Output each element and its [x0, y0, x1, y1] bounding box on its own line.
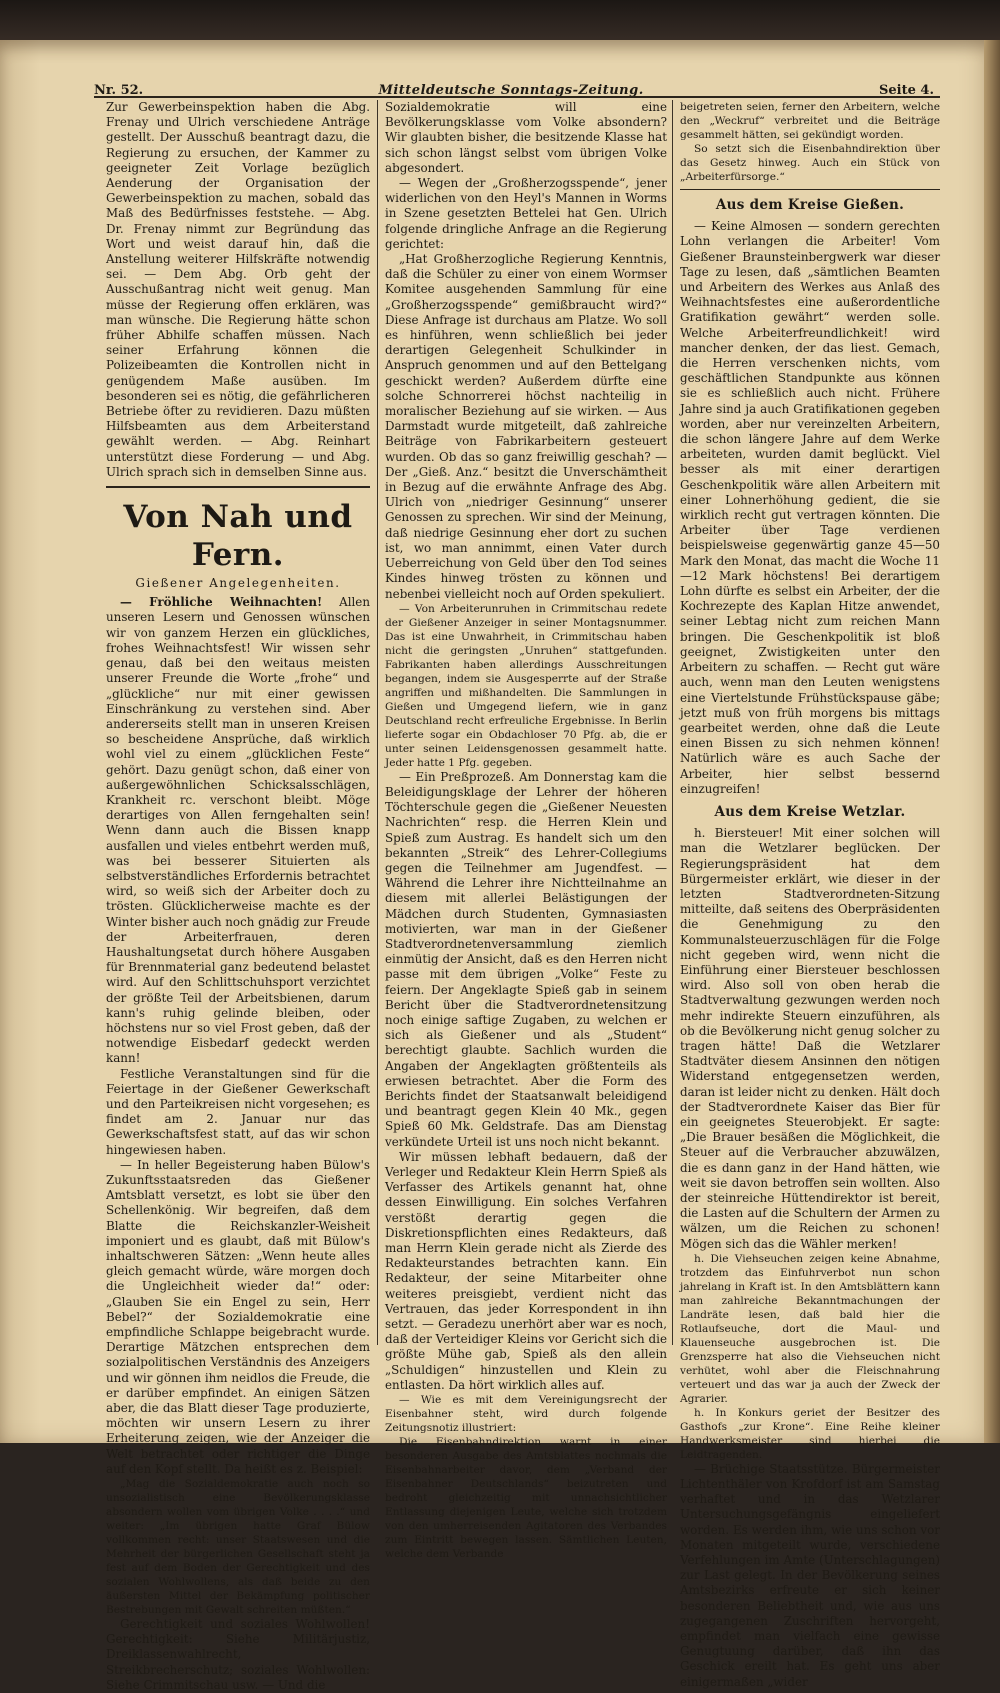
- issue-number: Nr. 52.: [94, 83, 144, 98]
- article-eisenbahner: — Wie es mit dem Vereinigungsrecht der Eisenbahner steht, wird durch folgende Zeitungsnotiz illustriert:: [385, 1394, 667, 1435]
- article-gerechtigkeit: Gerechtigkeit und soziales Wohlwollen! Gerechtigkeit: Siehe Militärjustiz, Dreiklassenwahlrecht, Streikbrecherschutz; soziales Wohlwollen: Siehe Crimmitschau usw. — Und die: [106, 1617, 370, 1692]
- column-divider-2: [672, 100, 673, 1345]
- column-1: [106, 100, 371, 1692]
- article-absondern: Sozialdemokratie will eine Bevölkerungsklasse vom Volke absondern? Wir glaubten bisher, die besitzende Klasse hat sich schon längst selbst vom übrigen Volke abgesondert.: [385, 100, 667, 175]
- column-2: [385, 100, 667, 1561]
- page-gutter-shadow: [0, 40, 40, 1443]
- article-buelow: — In heller Begeisterung haben Bülow's Zukunftsstaatsreden das Gießener Amtsblatt versetzt, es lobt sie über den Schellenkönig. Wir begreifen, daß dem Blatte die Reichskanzler-Weisheit imponiert und es glaubt, daß mit Bülow's inhaltschweren Sätzen: „Wenn heute alles gleich gemacht würde, wäre morgen doch die Ungleichheit wieder da!“ oder: „Glauben Sie ein Engel zu sein, Herr Bebel?“ der Sozialdemokratie eine empfindliche Schlappe beigebracht wurde. Derartige Mätzchen entsprechen dem sozialpolitischen Verständnis des Anzeigers und wir gönnen ihm neidlos die Freude, die er darüber empfindet. An einigen Sätzen aber, die das Blatt dieser Tage produzierte, möchten wir unsern Lesern zu ihrer Erheiterung zeigen, wie der Anzeiger die Welt betrachtet oder richtiger die Dinge auf den Kopf stellt. Da heißt es z. Beispiel:: [106, 1157, 370, 1476]
- page-edge: [984, 40, 1000, 1443]
- column-3: [680, 100, 940, 1689]
- section-rule: [106, 486, 370, 488]
- article-viehseuchen: h. Die Viehseuchen zeigen keine Abnahme, trotzdem das Einfuhrverbot nun schon jahrelang in Kraft ist. In den Amtsblättern kann man zahlreiche Bekanntmachungen der Landräte lesen, daß bald hier die Rotlaufseuche, dort die Maul- und Klauenseuche ausgebrochen ist. Die Grenzsperre hat also die Viehseuchen nicht verhütet, wohl aber die Fleischnahrung verteuert und das war ja auch der Zweck der Agrarier.: [680, 1252, 940, 1405]
- heading-kreis-giessen: Aus dem Kreise Gießen.: [715, 197, 905, 213]
- article-almosen: — Keine Almosen — sondern gerechten Lohn verlangen die Arbeiter! Vom Gießener Braunsteinbergwerk war dieser Tage zu lesen, daß „sämtlichen Beamten und Arbeitern des Werkes aus Anlaß des Weihnachtsfestes eine außerordentliche Gratifikation gewährt“ werden solle. Welche Arbeiterfreundlichkeit! wird mancher denken, der das liest. Gemach, die Herren verschenken nichts, vom geschäftlichen Standpunkte aus können sie es schließlich auch nicht. Frühere Jahre sind ja auch Gratifikationen gegeben worden, aber nur vereinzelten Arbeitern, die schon längere Jahre auf dem Werke arbeiteten, wurden damit beglückt. Viel besser als mit einer derartigen Geschenkpolitik wäre allen Arbeitern mit einer Lohnerhöhung gedient, die sie wirklich recht gut vertragen könnten. Die Arbeiter über Tage verdienen beispielsweise gegenwärtig ganze 45—50 Mark den Monat, das macht die Woche 11—12 Mark höchstens! Bei derartigem Lohn dürfte es selbst ein Arbeiter, der die Kochrezepte des Kaplan Hitze anwendet, seiner Lebtag nicht zum reichen Mann bringen. Die Geschenkpolitik ist bloß geeignet, Zwistigkeiten unter den Arbeitern zu schaffen. — Recht gut wäre auch, wenn man den Leuten wenigstens eine Viertelstunde Frühstückspause gäbe; jetzt muß von früh morgens bis mittags gearbeitet werden, ohne daß die Leute einen Bissen zu sich nehmen können! Natürlich wäre es auch Sache der Arbeiter, hier selbst bessernd einzugreifen!: [680, 219, 940, 796]
- newspaper-title: Mitteldeutsche Sonntags-Zeitung.: [378, 83, 644, 98]
- article-weihnachten-text: Allen unseren Lesern und Genossen wünschen wir von ganzem Herzen ein glückliches, frohes Weihnachtsfest! Wir wissen sehr genau, daß bei den weitaus meisten unserer Freunde die Worte „frohe“ und „glückliche“ nur mit einer gewissen Einschränkung zu verstehen sind. Aber andererseits stellt man in unseren Kreisen so bescheidene Ansprüche, daß wirklich wohl viel zu einem „glücklichen Feste“ gehört. Dazu genügt schon, daß einer von außergewöhnlichen Schicksalsschlägen, Krankheit rc. verschont bleibt. Möge derartiges von Allen ferngehalten sein! Wenn dann auch die Bissen knapp ausfallen und vieles entbehrt werden muß, was bei besserer Situierten als selbstverständliches Erfordernis betrachtet wird, so weiß sich der Arbeiter doch zu trösten. Glücklicherweise machte es der Winter bisher auch noch gnädig zur Freude der Arbeiterfrauen, deren Haushaltungsetat durch höhere Ausgaben für Brennmaterial ganz bedeutend belastet wird. Auf den Schlittschuhsport verzichtet der größte Teil der Arbeitsbienen, darum kann's ruhig gelinde bleiben, oder höchstens nur so viel Frost geben, daß der notwendige Eisbedarf gedeckt werden kann!: [106, 595, 371, 1066]
- column-divider-1: [377, 100, 378, 1345]
- article-weihnachten: [106, 595, 370, 1066]
- article-grossherzogsspende: — Wegen der „Großherzogsspende“, jener widerlichen von den Heyl's Mannen in Worms in Szene gesetzten Bettelei hat Gen. Ulrich folgende dringliche Anfrage an die Regierung gerichtet:: [385, 176, 667, 251]
- article-arbeiterunruhen: — Von Arbeiterunruhen in Crimmitschau redete der Gießener Anzeiger in seiner Montagsnummer. Das ist eine Unwahrheit, in Crimmitschau haben nicht die geringsten „Unruhen“ stattgefunden. Fabrikanten haben allerdings Ausschreitungen begangen, indem sie Ausgesperrte auf der Straße angriffen und mißhandelten. Die Sammlungen in Gießen und Umgegend liefern, wie in ganz Deutschland recht erfreuliche Ergebnisse. In Berlin lieferte sogar ein Obdachloser 70 Pfg. ab, die er unter seinen Leidensgenossen gesammelt hatte. Jeder hatte 1 Pfg. gegeben.: [385, 602, 667, 769]
- article-pressprozess: — Ein Preßprozeß. Am Donnerstag kam die Beleidigungsklage der Lehrer der höheren Töchterschule gegen die „Gießener Neuesten Nachrichten“ resp. die Herren Klein und Spieß zum Austrag. Es handelt sich um den bekannten „Streik“ des Lehrer-Collegiums gegen die Teilnehmer am Jugendfest. — Während die Lehrer ihre Nichtteilnahme an diesem mit allerlei Belästigungen der Mädchen durch Studenten, Gymnasiasten motivierten, war man in der Gießener Stadtverordnetenversammlung ziemlich einmütig der Ansicht, daß es den Herren nicht passe mit dem übrigen „Volke“ Feste zu feiern. Der Angeklagte Spieß gab in seinem Bericht über die Stadtverordnetensitzung noch einige saftige Zugaben, zu welchen er sich als Gießener und als „Student“ berechtigt glaubte. Sachlich wurden die Angaben der Angeklagten größtenteils als erwiesen betrachtet. Aber die Form des Berichts findet der Staatsanwalt beleidigend und beantragt gegen Klein 40 Mk., gegen Spieß 60 Mk. Geldstrafe. Das am Dienstag verkündete Urteil ist uns noch nicht bekannt.: [385, 769, 667, 1149]
- running-head: [94, 76, 934, 98]
- notice-gekuendigt: beigetreten seien, ferner den Arbeitern, welche den „Weckruf“ verbreitet und die Beiträge gesammelt hätten, sei gekündigt worden.: [680, 101, 940, 141]
- article-arbeiterfuersorge: So setzt sich die Eisenbahndirektion über das Gesetz hinweg. Auch ein Stück von „Arbeiterfürsorge.“: [680, 143, 940, 183]
- page-number: Seite 4.: [879, 83, 934, 98]
- article-redakteur: Wir müssen lebhaft bedauern, daß der Verleger und Redakteur Klein Herrn Spieß als Verfasser des Artikels genannt hat, ohne dessen Einwilligung. Ein solches Verfahren verstößt derartig gegen die Diskretionspflichten eines Redakteurs, daß man Herrn Klein gerade nicht als Zierde des Redakteurstandes betrachten kann. Ein Redakteur, der seine Mitarbeiter ohne weiteres preisgiebt, verdient nicht das Vertrauen, das jeder Korrespondent in ihn setzt. — Geradezu unerhört aber war es noch, daß der Verteidiger Kleins vor Gericht sich die größte Mühe gab, Spieß als den allein „Schuldigen“ hinzustellen und Klein zu entlasten. Da hört wirklich alles auf.: [385, 1149, 667, 1392]
- article-konkurs: h. In Konkurs geriet der Besitzer des Gasthofs „zur Krone“. Eine Reihe kleiner Handwerksmeister sind hierbei die Leidtragenden.: [680, 1406, 940, 1461]
- article-biersteuer: h. Biersteuer! Mit einer solchen will man die Wetzlarer beglücken. Der Regierungspräsident hat dem Bürgermeister erklärt, wie dieser in der letzten Stadtverordneten-Sitzung mitteilte, daß seitens des Oberpräsidenten die Genehmigung zu den Kommunalsteuerzuschlägen für die Folge nicht gegeben wird, wenn nicht die Einführung einer Biersteuer beschlossen wird. Also soll von oben herab die Stadtverwaltung gezwungen werden noch mehr indirekte Steuern einzuführen, als ob die Bevölkerung nicht genug solcher zu tragen hätte! Daß die Wetzlarer Stadtväter diesem Ansinnen den nötigen Widerstand entgegensetzen werden, daran ist leider nicht zu denken. Hält doch der Stadtverordnete Kaiser das Bier für ein geeignetes Steuerobjekt. Er sagte: „Die Brauer besäßen die Möglichkeit, die Steuer auf die Verbraucher abzuwälzen, die es dann ganz in der Hand hätten, wie weit sie davon betroffen sein wollten. Also der steinreiche Hüttendirektor ist bereit, die Lasten auf die Schultern der Armen zu wälzen, um die Reichen zu schonen! Mögen sich das die Wähler merken!: [680, 826, 940, 1251]
- article-veranstaltungen: Festliche Veranstaltungen sind für die Feiertage in der Gießener Gewerkschaft und den Parteikreisen nicht vorgesehen; es findet am 2. Januar nur das Gewerkschaftsfest statt, auf das wir schon hingewiesen haben.: [106, 1066, 370, 1157]
- article-gewerbeinspektion: Zur Gewerbeinspektion haben die Abg. Frenay und Ulrich verschiedene Anträge gestellt. Der Ausschuß beantragt dazu, die Regierung zu ersuchen, der Kammer zu geeigneter Zeit Vorlage bezüglich Aenderung der Organisation der Gewerbeinspektion zu machen, sobald das Maß des Bedürfnisses feststehe. — Abg. Dr. Frenay nimmt zur Begründung das Wort und weist darauf hin, daß die Anstellung weiterer Hilfskräfte notwendig sei. — Dem Abg. Orb geht der Ausschußantrag nicht weit genug. Man müsse der Regierung offen erklären, was man wünsche. Die Regierung hätte schon früher Abhilfe schaffen müssen. Nach seiner Erfahrung können die Polizeibeamten die Kontrollen nicht in genügendem Maße ausüben. Im besonderen sei es nötig, die gefährlicheren Betriebe öfter zu revidieren. Dazu müßten Hilfsbeamten aus dem Arbeiterstand gewählt werden. — Abg. Reinhart unterstützt diese Forderung — und Abg. Ulrich sprach sich in demselben Sinne aus.: [106, 100, 370, 479]
- heading-kreis-wetzlar: Aus dem Kreise Wetzlar.: [714, 803, 906, 820]
- article-anfrage: „Hat Großherzogliche Regierung Kenntnis, daß die Schüler zu einer von einem Wormser Komitee ausgehenden Sammlung für eine „Großherzogsspende“ gemißbraucht wird?“ Diese Anfrage ist durchaus am Platze. Wo soll es hinführen, wenn schließlich bei jeder derartigen Gelegenheit Schulkinder in Anspruch genommen und auf den Bettelgang geschickt werden? Außerdem dürfte eine solche Schnorrerei höchst nachteilig in moralischer Beziehung auf sie wirken. — Aus Darmstadt wurde mitgeteilt, daß zahlreiche Beiträge von Fabrikarbeitern gesteuert wurden. Ob das so ganz freiwillig geschah? — Der „Gieß. Anz.“ besitzt die Unverschämtheit in Bezug auf die erwähnte Anfrage des Abg. Ulrich von „niedriger Gesinnung“ unserer Genossen zu sprechen. Wir sind der Meinung, daß niedrige Gesinnung eher dort zu suchen ist, wo man annimmt, einen Vater durch Ueberreichung von Geld über den Tod seines Kindes hinweg trösten zu können und nebenbei vielleicht noch auf Orden spekuliert.: [385, 252, 667, 601]
- section-subtitle: Gießener Angelegenheiten.: [135, 576, 341, 591]
- header-rule: [94, 96, 940, 98]
- notice-eisenbahndirektion: Die Eisenbahndirektion warnt in einer besonderen Ausgabe des Amtsblattes nochmals die Eisenbahnarbeiter davor, dem „Verband der Eisenbahner Deutschlands“ beizutreten und bedroht gleichzeitig mit unnachsichtlicher Entlassung diejenigen Leute, welche sich trotzdem von den umherreisenden Agitatoren des Verbandes zum Eintritt bewegen lassen. Sämtlichen Leuten, welche dem Verbande: [385, 1436, 667, 1561]
- article-weihnachten-lead: — Fröhliche Weihnachten!: [120, 595, 323, 610]
- article-staatsstuetze: — Brüchige Staatsstütze. Bürgermeister Lichtenthäler von Krofdorf ist am Samstag verhaftet und in das Wetzlarer Untersuchungsgefängnis eingeliefert worden. Es werden ihm, wie uns schon vor Monaten mitgeteilt wurde, verschiedene Verfehlungen im Amte (Unterschlagungen) zur Last gelegt. In der Bevölkerung seines Amtsbezirks erfreute er sich keiner besonderen Beliebtheit und, wie aus uns zugegangenen Zuschriften hervorgeht, empfindet man vielfach eine gewisse Genugtuung darüber, daß ihn das Geschick ereilt hat. Es geht uns aber einigermaßen „wider: [680, 1461, 940, 1689]
- section-rule: [680, 189, 940, 190]
- quote-anzeiger: „Mag die Sozialdemokratie auch noch so unsozialistisch eine Bevölkerungsklasse absondern wollen vom übrigen Volke . . . .“ und weiter: „Im übrigen hatte Graf Bülow vollkommen recht: unser Staatswesen und die Mehrheit der bürgerlichen Gesellschaft steht ja fest auf dem Boden der Gerechtigkeit und des sozialen Wohlwollens, als daß beide zu den äußersten Mittel der Bekämpfung politischer Bestrebungen mit Gewalt schreiten müßten.“: [106, 1478, 370, 1617]
- section-title: Von Nah und Fern.: [123, 499, 353, 574]
